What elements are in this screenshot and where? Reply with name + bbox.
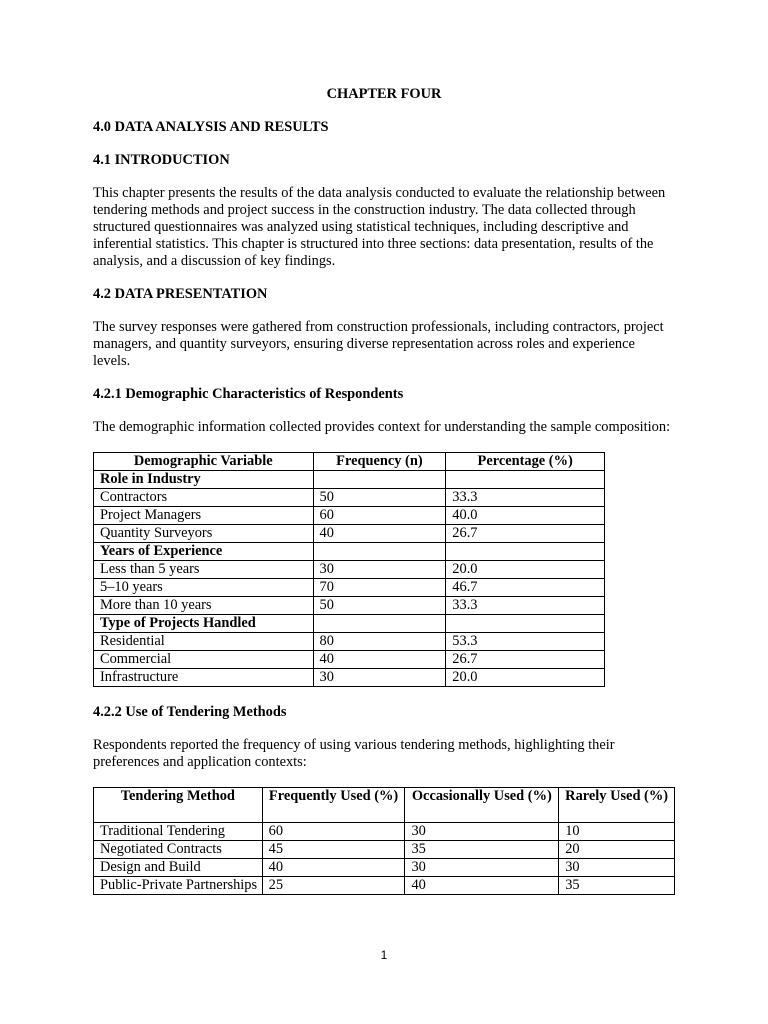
table-cell: [446, 471, 605, 489]
table-cell: 40: [262, 859, 405, 877]
table-cell: 45: [262, 841, 405, 859]
table-cell: 20: [559, 841, 675, 859]
presentation-heading: 4.2 DATA PRESENTATION: [93, 286, 268, 302]
column-header: Frequency (n): [313, 453, 446, 471]
table-cell: 35: [559, 877, 675, 895]
table-cell: 26.7: [446, 651, 605, 669]
tendering-heading: 4.2.2 Use of Tendering Methods: [93, 704, 287, 720]
intro-heading: 4.1 INTRODUCTION: [93, 152, 230, 168]
table-row: [94, 489, 605, 507]
table-cell: 40: [313, 525, 446, 543]
table-cell: 20.0: [446, 561, 605, 579]
table-cell: 35: [405, 841, 559, 859]
table-cell: Commercial: [94, 651, 314, 669]
table-cell: 80: [313, 633, 446, 651]
table-row: [94, 507, 605, 525]
chapter-title: CHAPTER FOUR: [326, 86, 442, 102]
table-cell: 60: [313, 507, 446, 525]
column-header: Demographic Variable: [94, 453, 314, 471]
table-cell: Project Managers: [94, 507, 314, 525]
table-row: [94, 633, 605, 651]
table-cell: 30: [313, 669, 446, 687]
table-cell: [313, 471, 446, 489]
table-cell: 40: [313, 651, 446, 669]
table-cell: Negotiated Contracts: [94, 841, 263, 859]
column-header: Percentage (%): [446, 453, 605, 471]
table-cell: [446, 615, 605, 633]
table-cell: 30: [313, 561, 446, 579]
tendering-paragraph: Respondents reported the frequency of using various tendering methods, highlighting their preferences and application contexts:: [93, 737, 615, 770]
table-cell: 30: [405, 859, 559, 877]
table-cell: 50: [313, 489, 446, 507]
document-page: [93, 86, 675, 895]
table-cell: Residential: [94, 633, 314, 651]
table-row: [94, 579, 605, 597]
table-cell: 30: [405, 823, 559, 841]
column-header: Tendering Method: [94, 788, 263, 823]
table-cell: [313, 615, 446, 633]
table-cell: Role in Industry: [94, 471, 314, 489]
table-cell: 25: [262, 877, 405, 895]
table-group-row: [94, 615, 605, 633]
table-row: [94, 561, 605, 579]
section-title: 4.0 DATA ANALYSIS AND RESULTS: [93, 119, 329, 135]
table-cell: 30: [559, 859, 675, 877]
table-header-row: [94, 453, 605, 471]
table-cell: Traditional Tendering: [94, 823, 263, 841]
table-cell: Quantity Surveyors: [94, 525, 314, 543]
table-cell: 26.7: [446, 525, 605, 543]
table-cell: 50: [313, 597, 446, 615]
table-cell: 53.3: [446, 633, 605, 651]
table-cell: More than 10 years: [94, 597, 314, 615]
presentation-paragraph: The survey responses were gathered from construction professionals, including contractors, project managers, and quantity surveyors, ensuring diverse representation across roles and experience levels.: [93, 319, 664, 369]
table-cell: Less than 5 years: [94, 561, 314, 579]
table-cell: 33.3: [446, 489, 605, 507]
tendering-table: [93, 787, 675, 895]
table-group-row: [94, 471, 605, 489]
table-cell: 33.3: [446, 597, 605, 615]
table-row: [94, 597, 605, 615]
table-cell: Years of Experience: [94, 543, 314, 561]
table-row: [94, 823, 675, 841]
table-header-row: [94, 788, 675, 823]
table-cell: 20.0: [446, 669, 605, 687]
table-cell: 70: [313, 579, 446, 597]
table-row: [94, 877, 675, 895]
table-row: [94, 841, 675, 859]
table-cell: 40.0: [446, 507, 605, 525]
table-group-row: [94, 543, 605, 561]
table-row: [94, 525, 605, 543]
table-row: [94, 651, 605, 669]
table-cell: Contractors: [94, 489, 314, 507]
table-row: [94, 859, 675, 877]
column-header: Frequently Used (%): [262, 788, 405, 823]
table-cell: 60: [262, 823, 405, 841]
table-row: [94, 669, 605, 687]
table-cell: 5–10 years: [94, 579, 314, 597]
demographics-table: [93, 452, 605, 687]
table-cell: Public-Private Partnerships: [94, 877, 263, 895]
table-cell: Infrastructure: [94, 669, 314, 687]
table-cell: 40: [405, 877, 559, 895]
column-header: Rarely Used (%): [559, 788, 675, 823]
table-cell: Type of Projects Handled: [94, 615, 314, 633]
column-header: Occasionally Used (%): [405, 788, 559, 823]
page-number: 1: [380, 948, 388, 962]
table-cell: [446, 543, 605, 561]
intro-paragraph: This chapter presents the results of the data analysis conducted to evaluate the relationship between tendering methods and project success in the construction industry. The data collected through structured questionnaires was analyzed using statistical techniques, including descriptive and inferential statistics. This chapter is structured into three sections: data presentation, results of the analysis, and a discussion of key findings.: [93, 185, 666, 269]
table-cell: [313, 543, 446, 561]
demographics-paragraph: The demographic information collected provides context for understanding the sample composition:: [93, 419, 671, 435]
table-cell: 46.7: [446, 579, 605, 597]
table-cell: 10: [559, 823, 675, 841]
table-cell: Design and Build: [94, 859, 263, 877]
demographics-heading: 4.2.1 Demographic Characteristics of Respondents: [93, 386, 404, 402]
